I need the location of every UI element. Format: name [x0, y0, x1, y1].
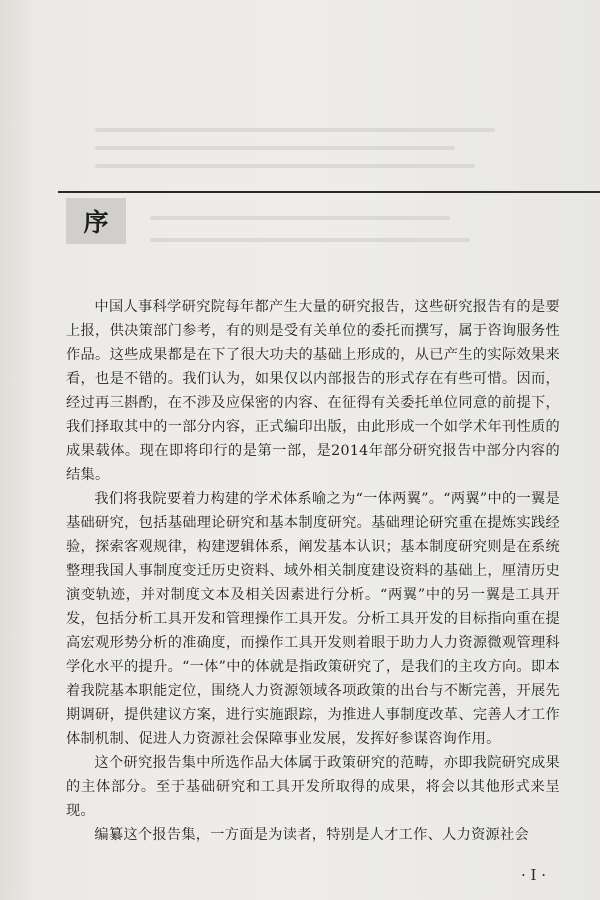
paragraph: 这个研究报告集中所选作品大体属于政策研究的范畴，亦即我院研究成果的主体部分。至于基础研究和工具开发所取得的成果，将会以其他形式来呈现。: [66, 755, 560, 819]
show-through-text: [150, 216, 450, 220]
show-through-text: [95, 128, 495, 132]
paragraph: 编纂这个报告集，一方面是为读者，特别是人才工作、人力资源社会: [94, 827, 530, 843]
page-title: 序: [83, 208, 109, 237]
page-number: · I ·: [521, 866, 546, 884]
show-through-text: [150, 238, 470, 242]
header-rule: [58, 191, 600, 193]
show-through-text: [95, 146, 455, 150]
title-box: [66, 198, 126, 244]
body-text: [66, 295, 560, 847]
paragraph: 中国人事科学研究院每年都产生大量的研究报告，这些研究报告有的是要上报，供决策部门参考，有的则是受有关单位的委托而撰写，属于咨询服务性作品。这些成果都是在下了很大功夫的基础上形成的，从已产生的实际效果来看，也是不错的。我们认为，如果仅以内部报告的形式存在有些可惜。因而，经过再三斟酌，在不涉及应保密的内容、在征得有关委托单位同意的前提下，我们择取其中的一部分内容，正式编印出版，由此形成一个如学术年刊性质的成果载体。现在即将印行的是第一部，是2014年部分研究报告中部分内容的结集。: [66, 299, 560, 483]
show-through-text: [95, 164, 475, 168]
paragraph: 我们将我院要着力构建的学术体系喻之为“一体两翼”。“两翼”中的一翼是基础研究，包括基础理论研究和基本制度研究。基础理论研究重在提炼实践经验，探索客观规律，构建逻辑体系，阐发基本认识；基本制度研究则是在系统整理我国人事制度变迁历史资料、域外相关制度建设资料的基础上，厘清历史演变轨迹，并对制度文本及相关因素进行分析。“两翼”中的另一翼是工具开发，包括分析工具开发和管理操作工具开发。分析工具开发的目标指向重在提高宏观形势分析的准确度，而操作工具开发则着眼于助力人力资源微观管理科学化水平的提升。“一体”中的体就是指政策研究了，是我们的主攻方向。即本着我院基本职能定位，围绕人力资源领域各项政策的出台与不断完善，开展先期调研，提供建议方案，进行实施跟踪，为推进人事制度改革、完善人才工作体制机制、促进人力资源社会保障事业发展，发挥好参谋咨询作用。: [66, 491, 560, 747]
